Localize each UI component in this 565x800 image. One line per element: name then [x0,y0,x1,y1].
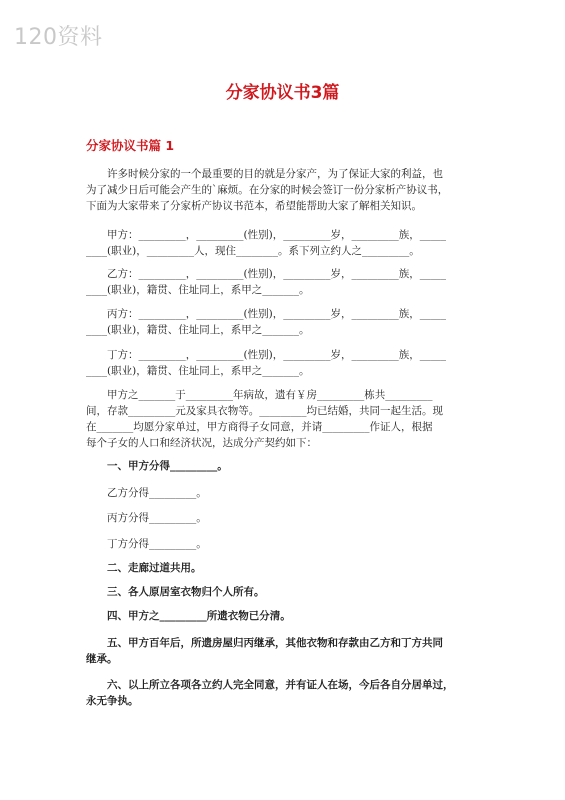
clause-6-line: 永无争执。 [86,695,139,707]
party-b-paragraph [86,266,486,298]
party-c-line: ____(职业)，籍贯、住址同上，系甲之_______。 [86,324,310,336]
party-b-line: 乙方：_________，_________(性别)，_________岁，_________族，_____ [107,268,446,280]
clause-3 [86,584,486,600]
party-b-line: ____(职业)，籍贯、住址同上，系甲之_______。 [86,284,310,296]
background-line: 每个子女的人口和经济状况，达成分产契约如下： [86,437,317,449]
document-title: 分家协议书3篇 [225,83,340,103]
share-d-text: 丁方分得_________。 [107,538,207,550]
section-heading: 分家协议书篇 1 [86,138,175,153]
clause-6 [86,677,486,709]
clause-5-line: 五、甲方百年后，所遗房屋归丙继承，其他衣物和存款由乙方和丁方共同 [107,637,443,649]
party-a-line: 甲方：_________，_________(性别)，_________岁，_________族，_____ [107,229,446,241]
party-a-line: ____(职业)，_________人，现住________。系下列立约人之_________。 [86,245,420,257]
clause-4-text: 四、甲方之_________所遗衣物已分清。 [107,610,291,622]
clause-1-text: 一、甲方分得_________。 [107,460,228,472]
share-c [86,510,486,526]
intro-line: 许多时候分家的一个最重要的目的就是分家产，为了保证大家的利益，也 [107,168,443,180]
clause-5 [86,635,486,667]
party-d-paragraph [86,347,486,379]
party-c-paragraph [86,306,486,338]
intro-line: 下面为大家带来了分家析产协议书范本，希望能帮助大家了解相关知识。 [86,200,422,212]
party-a-paragraph [86,227,486,259]
share-c-text: 丙方分得_________。 [107,512,207,524]
clause-3-text: 三、各人原居室衣物归个人所有。 [107,586,265,598]
watermark: 120资料 [14,25,103,50]
clause-5-line: 继承。 [86,653,118,665]
background-line: 甲方之_______于_________年病故，遗有￥房_________栋共_________ [107,389,433,401]
share-b-text: 乙方分得_________。 [107,487,207,499]
party-d-line: 丁方：_________，_________(性别)，_________岁，_________族，_____ [107,349,446,361]
clause-2-text: 二、走廊过道共用。 [107,562,202,574]
clause-4 [86,608,486,624]
share-b [86,485,486,501]
background-paragraph [86,387,486,451]
clause-1 [86,458,486,474]
background-line: 在_______均愿分家单过，甲方商得子女同意，并请_________作证人，根据 [86,421,433,433]
share-d [86,536,486,552]
background-line: 间，存款_________元及家具衣物等。_________均已结婚，共同一起生活。现 [86,405,443,417]
clause-6-line: 六、以上所立各项各立约人完全同意，并有证人在场，今后各自分居单过， [107,679,454,691]
clause-2 [86,560,486,576]
party-d-line: ____(职业)，籍贯、住址同上，系甲之_______。 [86,365,310,377]
intro-paragraph [86,166,486,214]
intro-line: 为了减少日后可能会产生的`麻烦。在分家的时候会签订一份分家析产协议书， [86,184,449,196]
party-c-line: 丙方：_________，_________(性别)，_________岁，_________族，_____ [107,308,446,320]
